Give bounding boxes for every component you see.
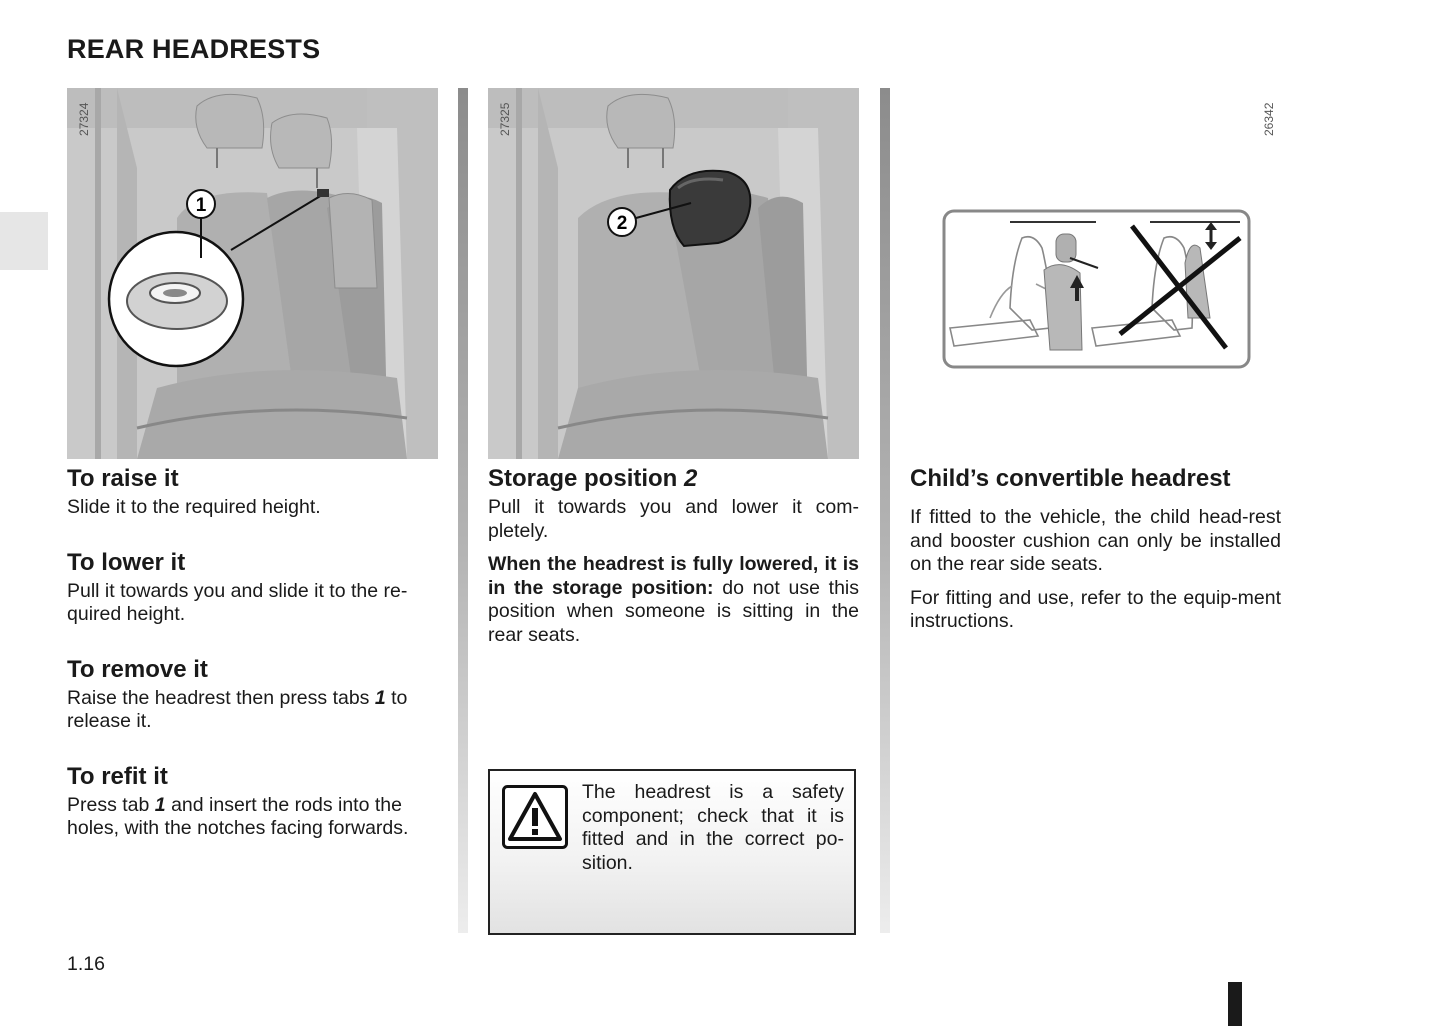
page-title: REAR HEADRESTS <box>67 34 321 64</box>
column-1 <box>67 462 438 841</box>
rear-seat-illustration <box>67 88 438 459</box>
storage-heading <box>488 462 859 496</box>
lower-heading: To lower it <box>67 548 186 576</box>
rear-seat-storage-illustration <box>488 88 859 459</box>
storage-heading-text: Storage position <box>488 465 685 492</box>
storage-note-bold: When the headrest is fully lowered, it is in the storage position: <box>488 553 859 599</box>
column-divider <box>458 88 468 933</box>
page-number: 1.16 <box>67 953 105 975</box>
figure-number: 27325 <box>498 102 512 136</box>
raise-text: Slide it to the required height. <box>67 496 321 518</box>
safety-warning-box <box>488 769 856 935</box>
section-tab <box>0 212 48 270</box>
column-2 <box>488 462 859 647</box>
callout-1: 1 <box>195 195 207 216</box>
refit-text <box>67 794 438 841</box>
page-edge-mark <box>1228 982 1242 1026</box>
column-divider <box>880 88 890 933</box>
figure-number: 27324 <box>77 102 91 136</box>
refit-heading: To refit it <box>67 762 168 790</box>
callout-2: 2 <box>616 213 628 234</box>
storage-text: Pull it towards you and lower it com-pletely. <box>488 496 859 542</box>
child-headrest-text: If fitted to the vehicle, the child head-rest and booster cushion can only be installed on the rear side seats. <box>910 506 1281 575</box>
storage-note <box>488 553 859 647</box>
column-3 <box>910 462 1281 634</box>
child-headrest-heading: Child’s convertible headrest <box>910 465 1231 492</box>
lower-text: Pull it towards you and slide it to the re-quired height. <box>67 579 408 625</box>
refit-text-part: Press tab <box>67 793 155 816</box>
raise-heading: To raise it <box>67 465 179 492</box>
storage-note-text: do not use this position when someone is sitting in the rear seats. <box>488 576 859 646</box>
tab-ref: 1 <box>374 686 386 709</box>
figure-storage-position <box>488 88 859 459</box>
remove-heading: To remove it <box>67 655 208 683</box>
child-headrest-instructions: For fitting and use, refer to the equip-ment instructions. <box>910 586 1281 632</box>
storage-number: 2 <box>684 465 698 492</box>
figure-child-headrest <box>910 88 1281 459</box>
figure-number: 26342 <box>1262 102 1276 136</box>
refit-text-part: and insert the rods into the holes, with the notches facing forwards. <box>67 793 409 839</box>
figure-headrest-tabs <box>67 88 438 459</box>
tab-ref: 1 <box>154 793 166 816</box>
remove-text <box>67 687 438 734</box>
warning-text: The headrest is a safety component; check that it is fitted and in the correct po-sition. <box>582 781 844 874</box>
remove-text-part: Raise the headrest then press tabs <box>67 686 375 709</box>
warning-triangle-icon <box>502 785 568 849</box>
child-headrest-diagram <box>910 88 1281 459</box>
remove-text-part: to release it. <box>67 686 408 732</box>
